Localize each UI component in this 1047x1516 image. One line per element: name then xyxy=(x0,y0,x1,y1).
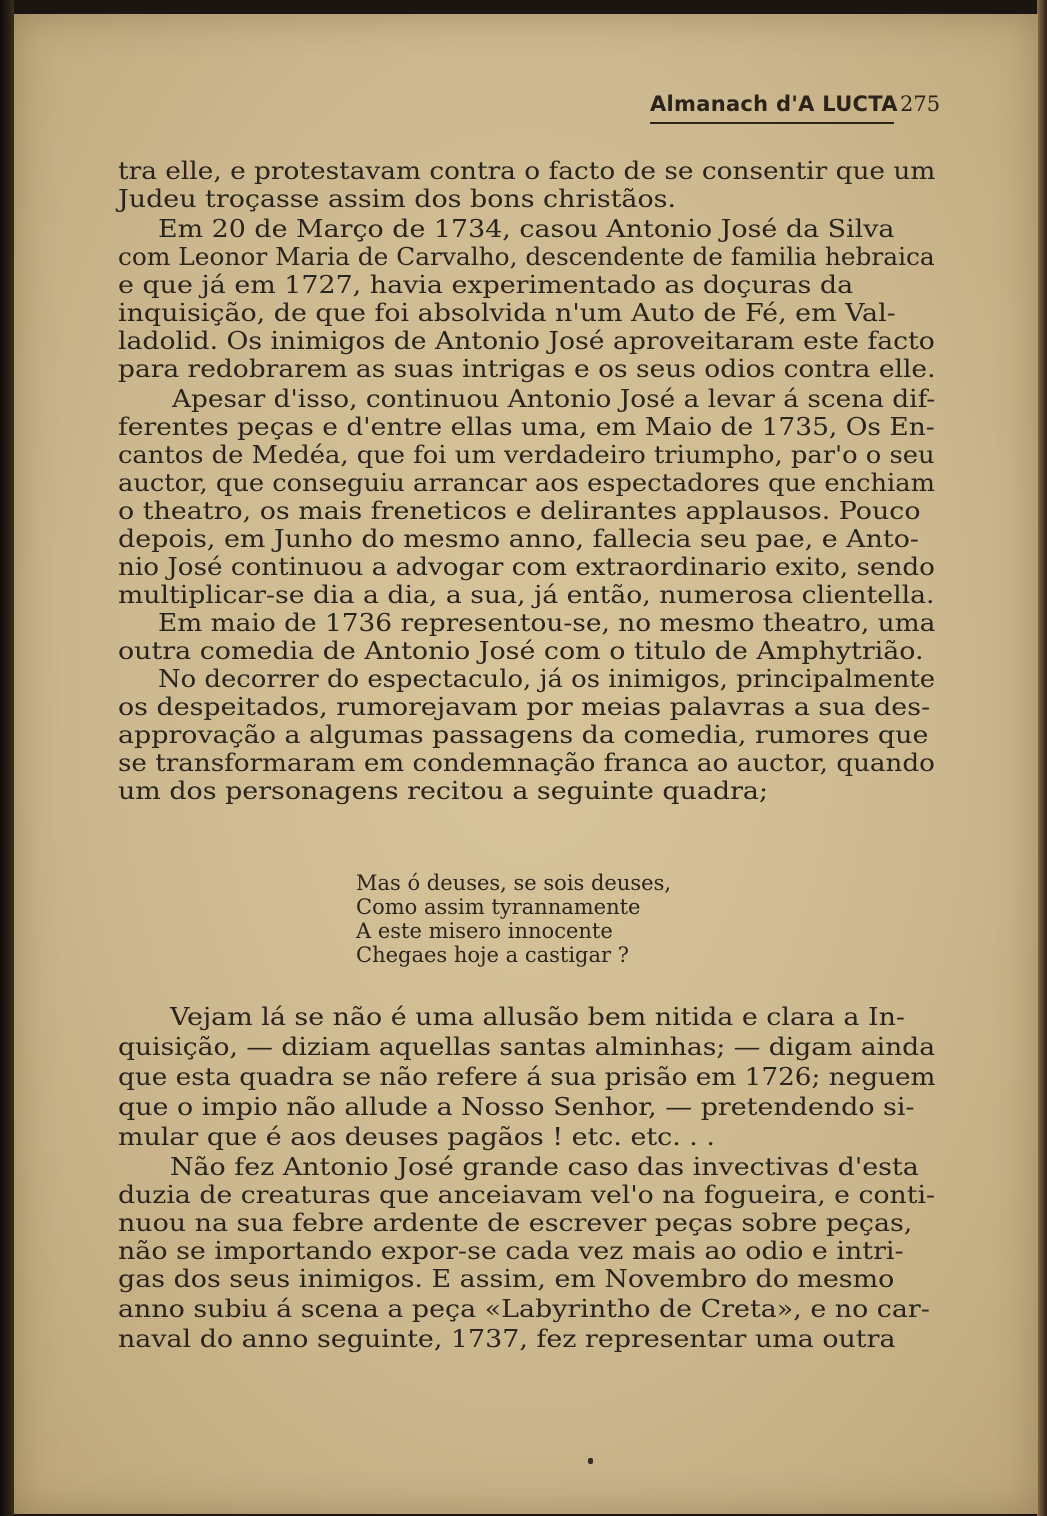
text-line: approvação a algumas passagens da comedia, rumores que xyxy=(118,721,929,749)
text-line: Não fez Antonio José grande caso das invectivas d'esta xyxy=(170,1153,919,1181)
text-line: tra elle, e protestavam contra o facto de se consentir que um xyxy=(118,157,936,185)
text-line: inquisição, de que foi absolvida n'um Auto de Fé, em Val- xyxy=(118,299,896,327)
text-line: depois, em Junho do mesmo anno, fallecia seu pae, e Anto- xyxy=(118,525,919,553)
poem-line: Mas ó deuses, se sois deuses, xyxy=(356,871,672,895)
text-line: gas dos seus inimigos. E assim, em Novembro do mesmo xyxy=(118,1265,895,1293)
poem-line: Chegaes hoje a castigar ? xyxy=(356,943,629,967)
text-line: cantos de Medéa, que foi um verdadeiro triumpho, par'o o seu xyxy=(118,441,935,469)
poem-line: A este misero innocente xyxy=(356,919,613,943)
header-underline xyxy=(650,122,894,124)
text-line: auctor, que conseguiu arrancar aos espectadores que enchiam xyxy=(118,469,935,497)
text-line: um dos personagens recitou a seguinte quadra; xyxy=(118,777,769,805)
text-line: que o impio não allude a Nosso Senhor, — pretendendo si- xyxy=(118,1093,915,1121)
text-line: Em 20 de Março de 1734, casou Antonio José da Silva xyxy=(158,215,895,243)
text-line: Apesar d'isso, continuou Antonio José a levar á scena dif- xyxy=(172,385,936,413)
text-line: Em maio de 1736 representou-se, no mesmo theatro, uma xyxy=(158,609,936,637)
text-line: No decorrer do espectaculo, já os inimigos, principalmente xyxy=(158,665,936,693)
text-line: que esta quadra se não refere á sua prisão em 1726; neguem xyxy=(118,1063,936,1091)
page-number: 275 xyxy=(900,92,941,116)
text-line: os despeitados, rumorejavam por meias palavras a sua des- xyxy=(118,693,931,721)
running-header xyxy=(650,92,950,128)
text-line: Vejam lá se não é uma allusão bem nitida e clara a In- xyxy=(170,1003,905,1031)
poem-line: Como assim tyrannamente xyxy=(356,895,641,919)
text-line: o theatro, os mais freneticos e delirantes applausos. Pouco xyxy=(118,497,921,525)
ink-speck xyxy=(588,1458,593,1464)
text-line: não se importando expor-se cada vez mais ao odio e intri- xyxy=(118,1237,904,1265)
text-line: outra comedia de Antonio José com o titulo de Amphytrião. xyxy=(118,637,924,665)
text-line: ladolid. Os inimigos de Antonio José aproveitaram este facto xyxy=(118,327,935,355)
text-line: com Leonor Maria de Carvalho, descendente de familia hebraica xyxy=(118,243,935,271)
text-line: multiplicar-se dia a dia, a sua, já então, numerosa clientella. xyxy=(118,581,935,609)
page-edge-shadow xyxy=(1037,0,1047,1516)
book-spine-shadow xyxy=(0,0,14,1516)
text-line: se transformaram em condemnação franca ao auctor, quando xyxy=(118,749,935,777)
text-line: e que já em 1727, havia experimentado as doçuras da xyxy=(118,271,854,299)
text-line: Judeu troçasse assim dos bons christãos. xyxy=(118,185,676,213)
text-line: mular que é aos deuses pagãos ! etc. etc. . . xyxy=(118,1123,715,1151)
text-line: nuou na sua febre ardente de escrever peças sobre peças, xyxy=(118,1209,913,1237)
text-line: naval do anno seguinte, 1737, fez representar uma outra xyxy=(118,1325,896,1353)
header-title: Almanach d'A LUCTA xyxy=(650,92,898,116)
text-line: nio José continuou a advogar com extraordinario exito, sendo xyxy=(118,553,935,581)
text-line: duzia de creaturas que anceiavam vel'o na fogueira, e conti- xyxy=(118,1181,936,1209)
text-line: para redobrarem as suas intrigas e os seus odios contra elle. xyxy=(118,355,936,383)
text-line: ferentes peças e d'entre ellas uma, em Maio de 1735, Os En- xyxy=(118,413,935,441)
text-line: quisição, — diziam aquellas santas alminhas; — digam ainda xyxy=(118,1033,936,1061)
text-line: anno subiu á scena a peça «Labyrintho de Creta», e no car- xyxy=(118,1295,930,1323)
